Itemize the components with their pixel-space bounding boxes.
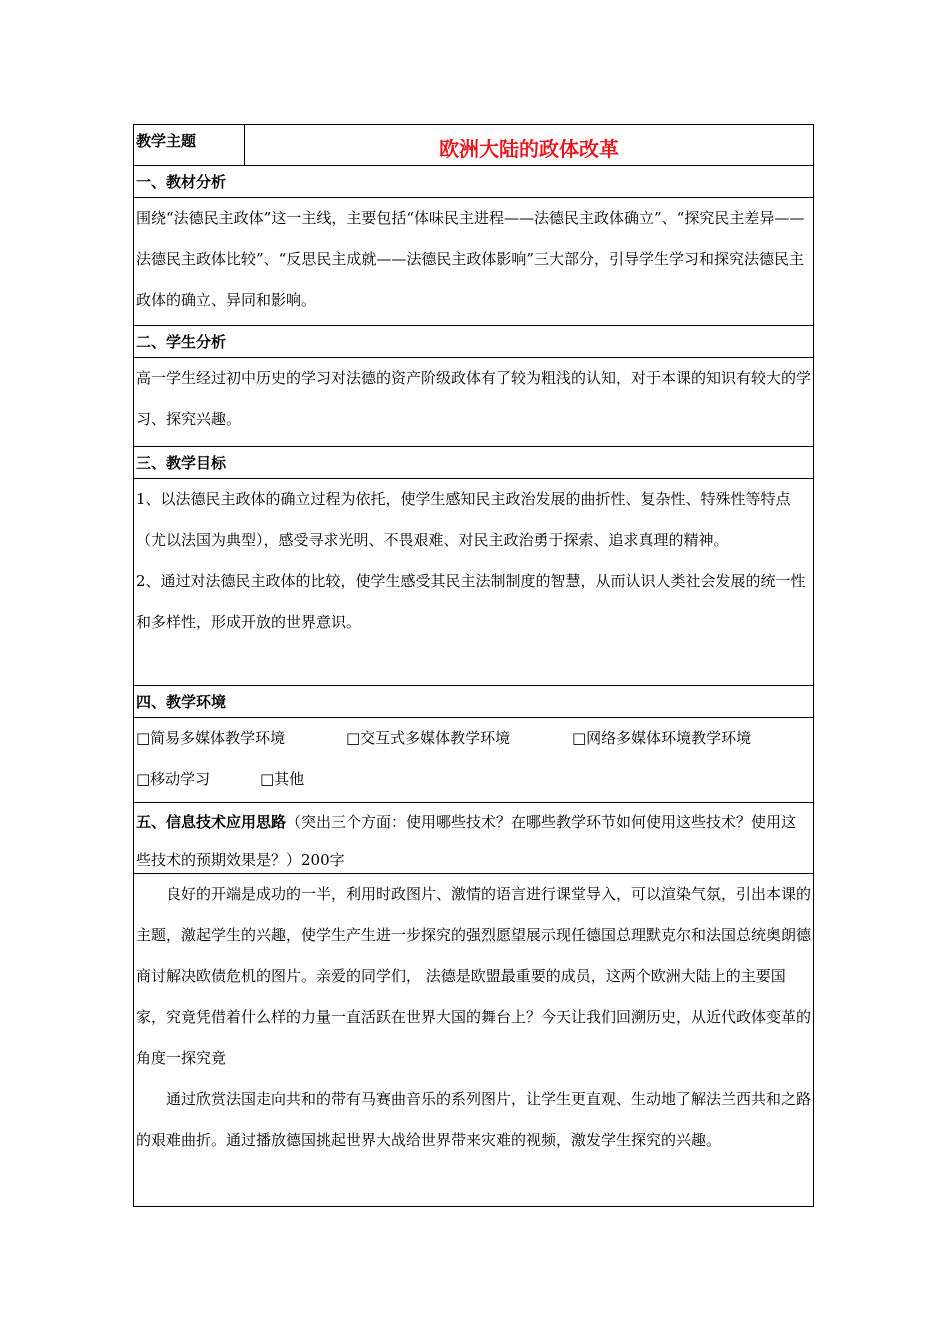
topic-label: 教学主题	[134, 125, 245, 165]
page-title: 欧洲大陆的政体改革	[439, 137, 619, 161]
section-text-2: 高一学生经过初中历史的学习对法德的资产阶级政体有了较为粗浅的认知，对于本课的知识有较大的学习、探究兴趣。	[133, 358, 814, 447]
goal-item-2: 2、通过对法德民主政体的比较，使学生感受其民主法制制度的智慧，从而认识人类社会发展的统一性和多样性，形成开放的世界意识。	[136, 572, 806, 631]
section-text-5	[133, 874, 814, 1207]
section-heading-3: 三、教学目标	[133, 447, 814, 479]
section-text-1: 围绕“法德民主政体”这一主线，主要包括“体味民主进程——法德民主政体确立”、“探究民主差异——法德民主政体比较”、“反思民主成就——法德民主政体影响”三大部分，引导学生学习和探究法德民主政体的确立、异同和影响。	[133, 198, 814, 326]
section-heading-2: 二、学生分析	[133, 326, 814, 358]
it-paragraph-1: 良好的开端是成功的一半，利用时政图片、激情的语言进行课堂导入，可以渲染气氛，引出本课的主题，激起学生的兴趣，使学生产生进一步探究的强烈愿望展示现任德国总理默克尔和法国总统奥朗德商讨解决欧债危机的图片。亲爱的同学们， 法德是欧盟最重要的成员，这两个欧洲大陆上的主要国家，究竟凭借着什么样的力量一直活跃在世界大国的舞台上？今天让我们回溯历史，从近代政体变革的角度一探究竟	[136, 885, 812, 1067]
section-text-3	[133, 479, 814, 686]
option-network-multimedia[interactable]: □网络多媒体环境教学环境	[572, 729, 752, 747]
option-interactive-multimedia[interactable]: □交互式多媒体教学环境	[346, 729, 511, 747]
option-other[interactable]: □其他	[260, 770, 305, 788]
lesson-plan-table	[133, 124, 814, 1207]
header-row	[133, 124, 814, 166]
section-heading-4: 四、教学环境	[133, 686, 814, 718]
it-paragraph-2: 通过欣赏法国走向共和的带有马赛曲音乐的系列图片，让学生更直观、生动地了解法兰西共和之路的艰难曲折。通过播放德国挑起世界大战给世界带来灾难的视频，激发学生探究的兴趣。	[136, 1090, 812, 1149]
section-heading-1: 一、教材分析	[133, 166, 814, 198]
section-heading-5-row	[133, 803, 814, 874]
option-mobile-learning[interactable]: □移动学习	[136, 770, 211, 788]
section-heading-5: 五、信息技术应用思路	[136, 813, 287, 831]
goal-item-1: 1、以法德民主政体的确立过程为依托，使学生感知民主政治发展的曲折性、复杂性、特殊性等特点（尤以法国为典型），感受寻求光明、不畏艰难、对民主政治勇于探索、追求真理的精神。	[136, 490, 791, 549]
option-simple-multimedia[interactable]: □简易多媒体教学环境	[136, 729, 286, 747]
environment-options	[133, 718, 814, 803]
section-5-note: （突出三个方面：使用哪些技术？在哪些教学环节如何使用这些技术？使用这些技术的预期效果是？）200字	[136, 813, 797, 869]
